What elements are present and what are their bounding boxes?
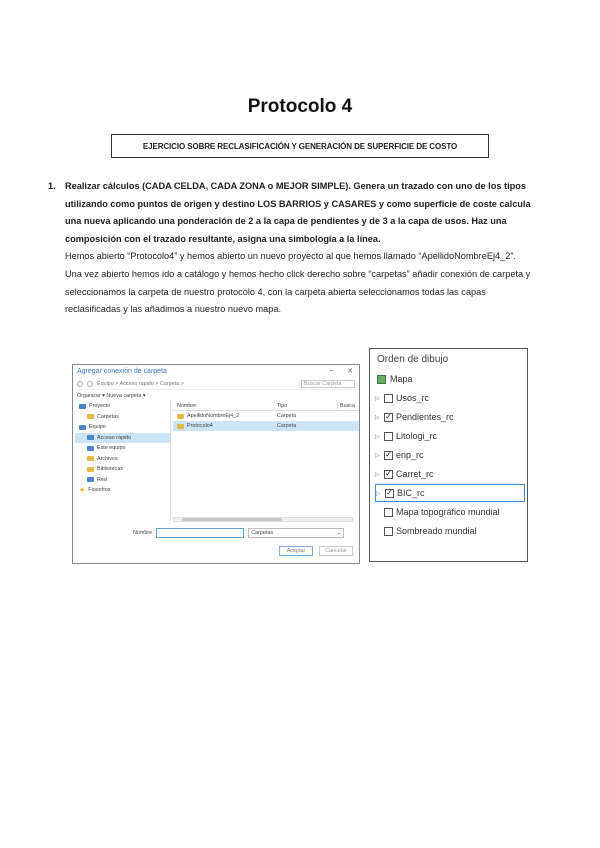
tree-item-selected[interactable]: Acceso rápido — [75, 433, 170, 444]
name-row — [133, 528, 344, 538]
address-path[interactable]: Equipo > Acceso rápido > Carpeta > — [97, 380, 184, 387]
tree-item[interactable]: Carpetas — [75, 412, 170, 423]
layer-checkbox-checked[interactable]: ✓ — [386, 488, 393, 497]
organize-toolbar[interactable]: Organizar ▾ Nueva carpeta ▾ — [77, 392, 146, 399]
quick-access-icon — [87, 435, 94, 440]
star-icon: ★ — [79, 486, 86, 494]
column-type[interactable]: Tipo — [277, 402, 288, 409]
dialog-buttons — [279, 546, 353, 556]
expand-icon[interactable]: ▷ — [375, 452, 380, 459]
layer-item[interactable]: ▷ ✓ Pendientes_rc — [375, 412, 454, 422]
cancel-button[interactable]: Cancelar — [319, 546, 353, 556]
folder-icon — [87, 414, 94, 419]
column-name[interactable]: Nombre — [177, 402, 197, 409]
scrollbar-thumb[interactable] — [182, 518, 282, 521]
chevron-down-icon: ⌄ — [336, 530, 342, 536]
list-row[interactable]: ApellidoNombreEj4_2 Carpeta — [173, 411, 359, 421]
folder-icon — [177, 414, 184, 419]
expand-icon[interactable]: ▷ — [375, 395, 380, 402]
layer-item[interactable]: Sombreado mundial — [384, 522, 524, 540]
list-row-selected[interactable]: Protocolo4 Carpeta — [173, 421, 359, 431]
layer-item-selected[interactable]: ▷ ✓ BIC_rc — [375, 484, 525, 502]
tree-item[interactable]: Red — [75, 475, 170, 486]
map-label: Mapa — [390, 374, 413, 384]
back-icon[interactable] — [77, 381, 83, 387]
navigation-pane — [75, 401, 171, 521]
layer-checkbox[interactable] — [384, 508, 393, 517]
layer-checkbox[interactable] — [384, 432, 393, 441]
layer-checkbox[interactable] — [384, 527, 393, 536]
exercise-heading: EJERCICIO SOBRE RECLASIFICACIÓN Y GENERACIÓN DE SUPERFICIE DE COSTO — [111, 134, 489, 158]
computer-icon — [79, 425, 86, 430]
drawing-order-panel — [369, 348, 528, 562]
dialog-title: Agregar conexión de carpeta — [77, 367, 167, 375]
exercise-item — [48, 178, 533, 319]
panel-title: Orden de dibujo — [377, 354, 449, 365]
name-label: Nombre — [133, 530, 153, 536]
layer-item[interactable]: ▷ ✓ enp_rc — [375, 450, 424, 460]
horizontal-scrollbar[interactable] — [173, 517, 353, 522]
window-buttons — [329, 367, 353, 375]
layer-item[interactable]: ▷ ✓ Carret_rc — [375, 469, 434, 479]
file-list — [173, 401, 359, 519]
search-input[interactable]: Buscar Carpeta — [301, 380, 355, 388]
tree-item[interactable]: Archivos — [75, 454, 170, 465]
item-body — [65, 178, 533, 319]
tree-item[interactable]: Este equipo — [75, 443, 170, 454]
forward-icon[interactable] — [87, 381, 93, 387]
accept-button[interactable]: Aceptar — [279, 546, 313, 556]
expand-icon[interactable]: ▷ — [376, 490, 381, 497]
minimize-icon[interactable]: – — [329, 367, 334, 374]
layer-item[interactable]: Mapa topográfico mundial — [384, 503, 524, 521]
map-icon — [377, 375, 386, 384]
list-header — [173, 401, 359, 411]
item-paragraph-1: Hemos abierto “Protocolo4” y hemos abierto un nuevo proyecto al que hemos llamado “ApellidoNombreEj4_2”. — [65, 251, 516, 262]
item-instructions: Realizar cálculos (CADA CELDA, CADA ZONA o MEJOR SIMPLE). Genera un trazado con uno de los tipos utilizando como puntos de origen y destino LOS BARRIOS y CASARES y como superficie de coste calcula una nueva aplicando una ponderación de 2 a la capa de pendientes y de 3 a la capa de usos. Haz una composición con el trazado resultante, asigna una simbología a la línea. — [65, 181, 531, 244]
library-icon — [87, 467, 94, 472]
layer-checkbox-checked[interactable]: ✓ — [385, 469, 392, 478]
item-paragraph-2: Una vez abierto hemos ido a catálogo y hemos hecho click derecho sobre “carpetas” añadir conexión de carpeta y seleccionamos la carpeta de nuestro protocolo 4, con la carpeta abierta seleccionamos todas las capas reclasificadas y las añadimos a nuestro nuevo mapa. — [65, 268, 531, 315]
expand-icon[interactable]: ▷ — [375, 471, 380, 478]
add-folder-connection-dialog — [72, 364, 360, 564]
tree-item[interactable]: ★ Favoritos — [79, 486, 111, 494]
folder-icon — [177, 424, 184, 429]
tree-item[interactable]: Equipo — [75, 422, 170, 433]
layer-checkbox-checked[interactable]: ✓ — [385, 412, 392, 421]
layer-checkbox[interactable] — [384, 394, 393, 403]
expand-icon[interactable]: ▷ — [375, 414, 380, 421]
folder-icon — [87, 456, 94, 461]
expand-icon[interactable]: ▷ — [375, 433, 380, 440]
layer-item[interactable]: ▷ Usos_rc — [375, 393, 430, 403]
close-icon[interactable]: ✕ — [347, 368, 353, 375]
computer-icon — [87, 446, 94, 451]
tree-item[interactable]: Proyecto — [75, 401, 170, 412]
name-input[interactable] — [156, 528, 244, 538]
tree-item[interactable]: Bibliotecas — [75, 464, 170, 475]
layer-item[interactable]: ▷ Litologi_rc — [375, 431, 438, 441]
layer-checkbox-checked[interactable]: ✓ — [385, 450, 392, 459]
address-bar — [77, 378, 355, 390]
map-item[interactable] — [377, 374, 413, 384]
type-select[interactable]: Carpetas ⌄ — [248, 528, 344, 538]
item-number: 1. — [48, 181, 56, 191]
network-icon — [87, 477, 94, 482]
column-extra[interactable]: Busca — [337, 403, 359, 409]
page-title: Protocolo 4 — [247, 96, 353, 117]
project-icon — [79, 404, 86, 409]
